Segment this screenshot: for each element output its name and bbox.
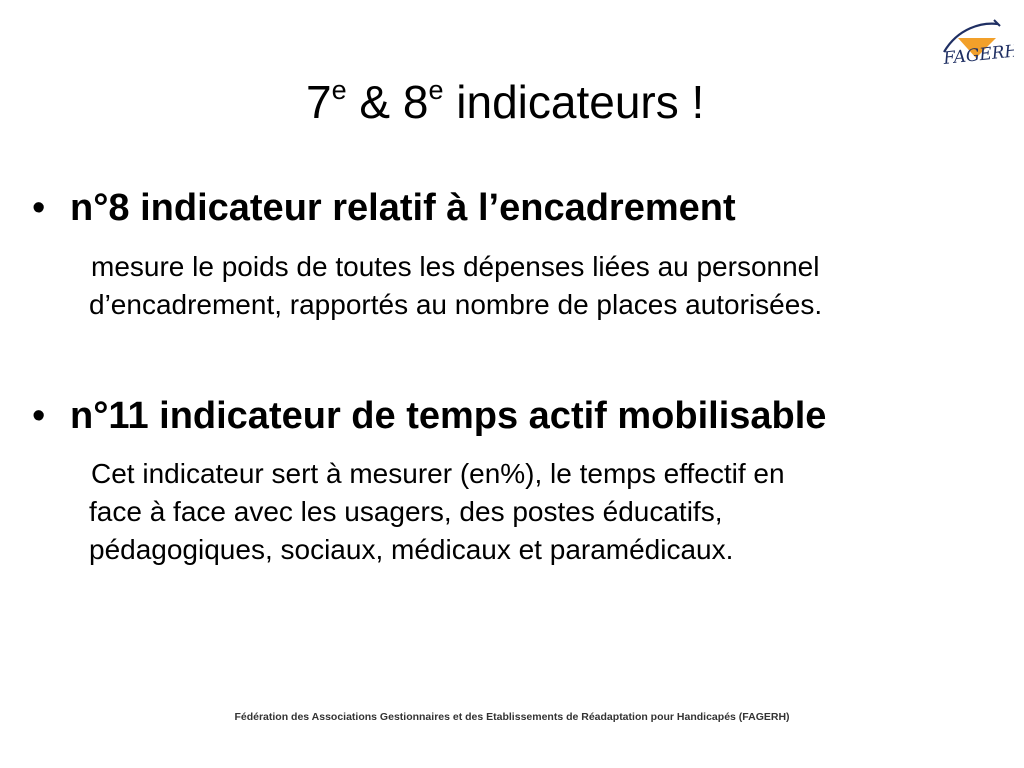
bullet-item <box>32 186 736 230</box>
bullet-marker: • <box>32 187 46 229</box>
title-sup-2: e <box>428 75 444 105</box>
description-line: face à face avec les usagers, des postes éducatifs, <box>89 496 723 527</box>
title-rest: indicateurs ! <box>456 76 705 128</box>
bullet-description <box>89 248 822 324</box>
title-num-2: 8 <box>402 76 429 128</box>
slide-footer: Fédération des Associations Gestionnaires et des Etablissements de Réadaptation pour Handicapés (FAGERH) <box>234 711 790 723</box>
bullet-heading: n°11 indicateur de temps actif mobilisable <box>70 395 827 437</box>
description-line: Cet indicateur sert à mesurer (en%), le temps effectif en <box>91 458 785 489</box>
description-line: d’encadrement, rapportés au nombre de places autorisées. <box>89 289 823 320</box>
description-line: pédagogiques, sociaux, médicaux et paramédicaux. <box>89 534 734 565</box>
description-line: mesure le poids de toutes les dépenses liées au personnel <box>91 251 820 282</box>
bullet-marker: • <box>32 395 46 437</box>
bullet-heading: n°8 indicateur relatif à l’encadrement <box>70 187 736 229</box>
title-sup-1: e <box>331 75 347 105</box>
slide-title <box>306 74 704 137</box>
bullet-description <box>89 455 785 569</box>
title-ampersand: & <box>359 76 391 128</box>
title-num-1: 7 <box>306 76 332 128</box>
logo-wordmark: FAGERH <box>942 41 1014 69</box>
fagerh-logo-icon <box>938 18 1014 74</box>
bullet-item <box>32 394 826 438</box>
